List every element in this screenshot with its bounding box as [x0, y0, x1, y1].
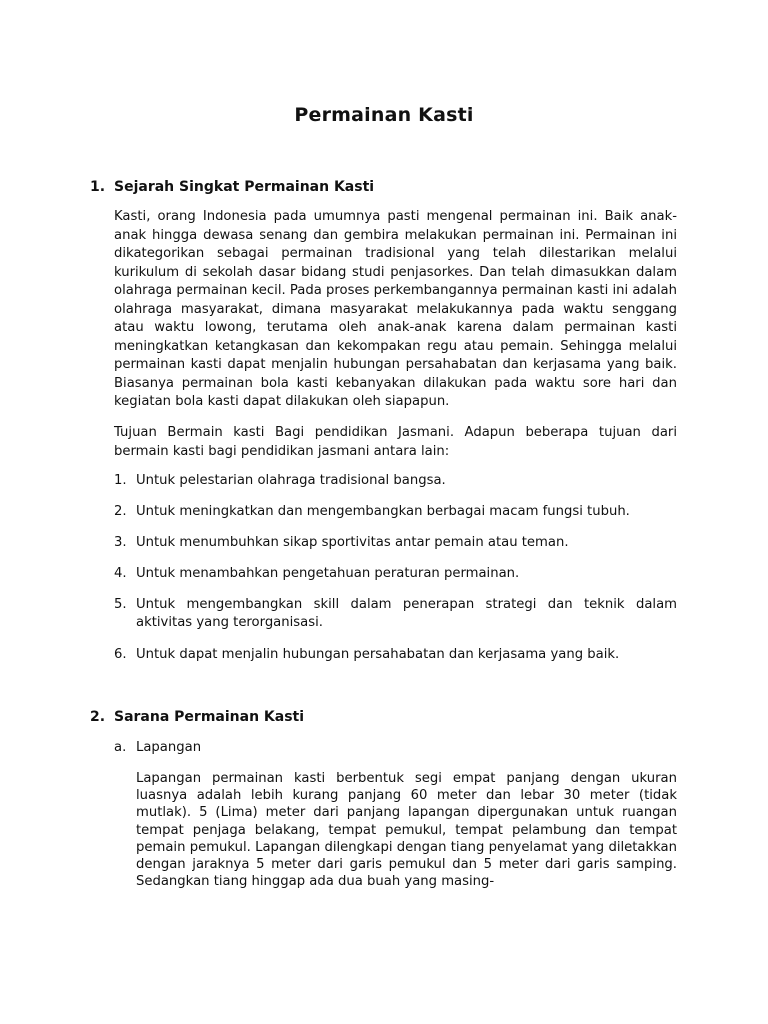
subsection-a [114, 739, 677, 757]
goal-text: Untuk mengembangkan skill dalam penerapan strategi dan teknik dalam aktivitas yang terorganisasi. [136, 597, 677, 630]
goal-text: Untuk menambahkan pengetahuan peraturan permainan. [136, 566, 520, 581]
section-1-number: 1. [90, 179, 106, 195]
section-1-paragraph-1: Kasti, orang Indonesia pada umumnya pasti mengenal permainan ini. Baik anak-anak hingga dewasa senang dan gembira melakukan permainan ini. Permainan ini dikategorikan sebagai permainan tradisional yang telah dilestarikan melalui kurikulum di sekolah dasar bidang studi penjasorkes. Dan telah dimasukkan dalam olahraga permainan kecil. Pada proses perkembangannya permainan kasti ini adalah olahraga masyarakat, dimana masyarakat melakukannya pada waktu senggang atau waktu lowong, terutama oleh anak-anak karena dalam permainan kasti meningkatkan ketangkasan dan kekompakan regu atau pemain. Sehingga melalui permainan kasti dapat menjalin hubungan persahabatan dan kerjasama yang baik. Biasanya permainan bola kasti kebanyakan dilakukan pada waktu sore hari dan kegiatan bola kasti dapat dilakukan oleh siapapun. [114, 209, 677, 409]
goal-number: 4. [114, 566, 127, 581]
document-title: Permainan Kasti [294, 104, 474, 126]
goal-item-1 [114, 472, 677, 490]
goal-number: 5. [114, 597, 127, 612]
section-2-title: Sarana Permainan Kasti [114, 709, 305, 725]
goal-item-3 [114, 534, 677, 552]
section-1-title: Sejarah Singkat Permainan Kasti [114, 179, 375, 195]
goal-number: 6. [114, 647, 127, 662]
goal-number: 3. [114, 535, 127, 550]
goal-text: Untuk pelestarian olahraga tradisional bangsa. [136, 473, 446, 488]
goal-item-4 [114, 565, 677, 583]
section-2-heading [90, 708, 304, 726]
subsection-label: Lapangan [136, 740, 202, 755]
goal-item-6 [114, 646, 677, 664]
goal-item-5 [114, 596, 677, 632]
goal-number: 1. [114, 473, 127, 488]
goal-text: Untuk menumbuhkan sikap sportivitas antar pemain atau teman. [136, 535, 569, 550]
section-1-paragraph-2: Tujuan Bermain kasti Bagi pendidikan Jasmani. Adapun beberapa tujuan dari bermain kasti bagi pendidikan jasmani antara lain: [114, 425, 677, 459]
goal-item-2 [114, 503, 677, 521]
goal-number: 2. [114, 504, 127, 519]
section-2-paragraph: Lapangan permainan kasti berbentuk segi empat panjang dengan ukuran luasnya adalah lebih kurang panjang 60 meter dan lebar 30 meter (tidak mutlak). 5 (Lima) meter dari panjang lapangan dipergunakan untuk ruangan tempat penjaga belakang, tempat pemukul, tempat pelambung dan tempat pemain pemukul. Lapangan dilengkapi dengan tiang penyelamat yang diletakkan dengan jaraknya 5 meter dari garis pemukul dan 5 meter dari garis samping. Sedangkan tiang hinggap ada dua buah yang masing- [136, 771, 677, 890]
goal-text: Untuk dapat menjalin hubungan persahabatan dan kerjasama yang baik. [136, 647, 620, 662]
goal-text: Untuk meningkatkan dan mengembangkan berbagai macam fungsi tubuh. [136, 504, 630, 519]
section-1-heading [90, 178, 374, 196]
section-2-number: 2. [90, 709, 106, 725]
subsection-letter: a. [114, 740, 127, 755]
